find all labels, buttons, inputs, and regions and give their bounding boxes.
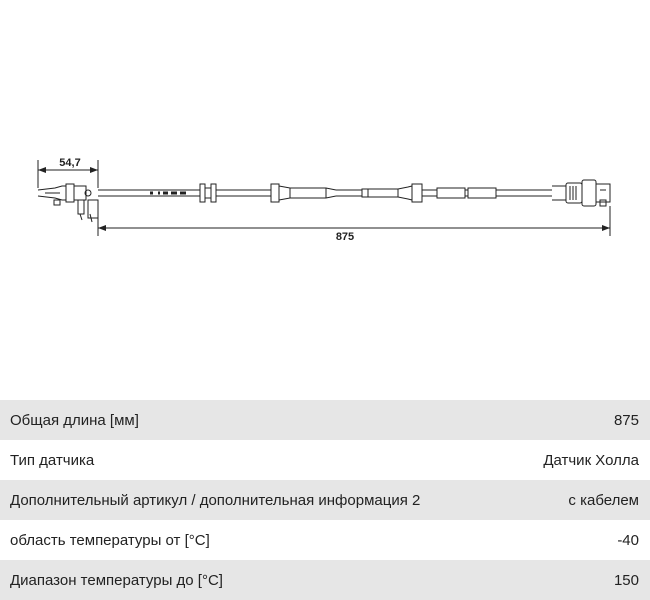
dimension-connector-length-label: 54,7	[59, 157, 81, 169]
sensor-head	[38, 184, 98, 222]
spec-value: Датчик Холла	[543, 451, 639, 469]
spec-label: Дополнительный артикул / дополнительная информация 2	[10, 491, 421, 509]
spec-value: -40	[617, 531, 639, 549]
spec-label: Тип датчика	[10, 451, 95, 469]
connector-plug	[552, 180, 610, 206]
spec-value: 875	[613, 411, 639, 429]
spec-label: Диапазон температуры до [°C]	[10, 571, 223, 589]
spec-row-temp-from	[0, 520, 650, 560]
cable-marking	[150, 192, 186, 195]
spec-label: область температуры от [°C]	[10, 531, 210, 549]
spec-label: Общая длина [мм]	[10, 411, 139, 429]
cable-grommet-1	[271, 184, 336, 202]
spec-row-sensor-type	[0, 440, 650, 480]
spec-row-additional-info	[0, 480, 650, 520]
spec-row-total-length	[0, 400, 650, 440]
spec-value: с кабелем	[568, 491, 639, 509]
cable-grommet-2	[362, 184, 422, 202]
sensor-cable-assembly	[38, 180, 610, 222]
spec-value: 150	[613, 571, 639, 589]
spec-table	[0, 400, 650, 600]
cable-clip-1	[200, 184, 216, 202]
dimension-total-length-label: 875	[335, 231, 355, 243]
spec-row-temp-to	[0, 560, 650, 600]
